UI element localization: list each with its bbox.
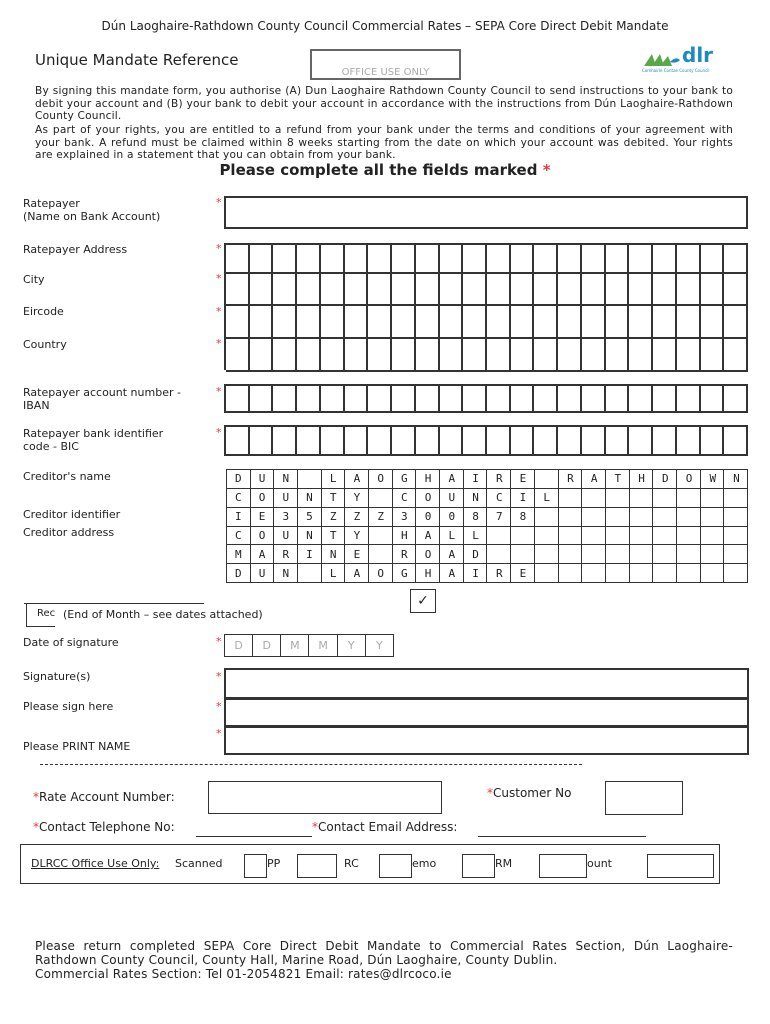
address-label: Ratepayer Address (23, 243, 128, 256)
input-cell[interactable] (677, 339, 701, 372)
input-cell[interactable] (487, 306, 511, 339)
input-cell[interactable] (345, 245, 369, 274)
iban-cell[interactable] (677, 386, 701, 413)
ratepayer-name-input[interactable] (224, 196, 748, 229)
rights-text: As part of your rights, you are entitled to a refund from your bank under the terms and conditions of your agreement with your bank. A refund must be claimed within 8 weeks starting from the date on which your account was debited. Your rights are explained in a statement that you can obtain from your bank. (35, 124, 733, 162)
memo-box[interactable] (462, 854, 495, 878)
form-title: Dún Laoghaire-Rathdown County Council Commercial Rates – SEPA Core Direct Debit Mandate (101, 19, 669, 33)
bic-cell[interactable] (416, 427, 440, 456)
input-cell[interactable] (392, 274, 416, 306)
rm-box[interactable] (539, 854, 587, 878)
input-cell[interactable] (534, 306, 558, 339)
input-cell[interactable] (463, 274, 487, 306)
creditor-identifier-row: IE35ZZZ300878 (235, 510, 544, 523)
iban-cell[interactable] (463, 386, 487, 413)
input-cell[interactable] (250, 245, 274, 274)
pp-box[interactable] (297, 854, 337, 878)
input-cell[interactable] (463, 245, 487, 274)
logo-subtext: Comhairle Contae County Council (642, 68, 710, 73)
iban-cell[interactable] (653, 386, 677, 413)
creditor-cell (582, 508, 606, 527)
required-star: * (216, 426, 222, 439)
date-cell[interactable]: Y (338, 635, 366, 657)
iban-grid[interactable] (224, 384, 748, 413)
creditor-cell (677, 489, 701, 508)
creditor-cell (606, 489, 630, 508)
bic-subtext: code - BIC (23, 440, 79, 453)
input-cell[interactable] (677, 274, 701, 306)
creditor-cell (606, 508, 630, 527)
input-cell[interactable] (677, 245, 701, 274)
creditor-cell (606, 527, 630, 546)
input-cell[interactable] (653, 245, 677, 274)
creditor-address-label: Creditor address (23, 526, 115, 539)
return-instructions: Please return completed SEPA Core Direct Debit Mandate to Commercial Rates Section, Dún Laoghaire-Rathdown County Council, County Hall, Marine Road, Dún Laoghaire, County Dublin. (35, 939, 733, 967)
creditor-cell (582, 564, 606, 583)
input-cell[interactable] (534, 245, 558, 274)
input-cell[interactable] (321, 306, 345, 339)
input-cell[interactable] (701, 306, 725, 339)
bic-cell[interactable] (724, 427, 748, 456)
ratepayer-label (23, 197, 160, 223)
pp-label: PP (267, 857, 281, 870)
input-cell[interactable] (250, 306, 274, 339)
required-star: * (216, 700, 222, 713)
input-cell[interactable] (701, 245, 725, 274)
required-star: * (216, 635, 222, 648)
customer-no-text: Customer No (493, 786, 572, 800)
input-cell[interactable] (345, 306, 369, 339)
date-grid[interactable] (224, 634, 394, 657)
input-cell[interactable] (511, 339, 535, 372)
iban-cell[interactable] (392, 386, 416, 413)
office-use-label: DLRCC Office Use Only: (31, 857, 160, 870)
input-cell[interactable] (558, 245, 582, 274)
input-cell[interactable] (273, 339, 297, 372)
iban-cell[interactable] (606, 386, 630, 413)
email-input[interactable] (478, 836, 646, 837)
creditor-address-row: MARINE ROAD (235, 548, 496, 561)
payment-type-box[interactable] (26, 604, 55, 627)
input-cell[interactable] (582, 274, 606, 306)
bic-grid[interactable] (224, 425, 748, 456)
bic-cell[interactable] (226, 427, 250, 456)
creditor-cell (653, 508, 677, 527)
creditor-cell (653, 564, 677, 583)
input-cell[interactable] (321, 274, 345, 306)
telephone-text: Contact Telephone No: (39, 820, 175, 834)
bic-cell[interactable] (582, 427, 606, 456)
input-cell[interactable] (606, 274, 630, 306)
scanned-box[interactable] (244, 854, 267, 878)
creditor-cell (582, 527, 606, 546)
telephone-label: *Contact Telephone No: (33, 820, 175, 834)
input-cell[interactable] (392, 306, 416, 339)
input-cell[interactable] (440, 274, 464, 306)
input-cell[interactable] (368, 339, 392, 372)
input-cell[interactable] (629, 245, 653, 274)
print-name-input[interactable] (224, 726, 749, 755)
creditor-cell (677, 545, 701, 564)
input-cell[interactable] (250, 274, 274, 306)
contact-details: Commercial Rates Section: Tel 01-2054821 Email: rates@dlrcoco.ie (35, 967, 452, 981)
creditor-cell (701, 508, 725, 527)
input-cell[interactable] (440, 306, 464, 339)
cut-line (40, 764, 582, 765)
sign-here-label: Please sign here (23, 700, 114, 713)
bic-cell[interactable] (250, 427, 274, 456)
complete-text: Please complete all the fields marked (219, 161, 538, 179)
creditor-cell (724, 564, 748, 583)
bic-cell[interactable] (629, 427, 653, 456)
date-cell[interactable]: M (281, 635, 309, 657)
creditor-cell (653, 489, 677, 508)
input-cell[interactable] (701, 274, 725, 306)
input-cell[interactable] (273, 274, 297, 306)
iban-cell[interactable] (368, 386, 392, 413)
sign-here-input[interactable] (224, 698, 749, 727)
umr-box[interactable] (310, 49, 461, 80)
input-cell[interactable] (724, 245, 748, 274)
iban-cell[interactable] (321, 386, 345, 413)
required-star: * (216, 196, 222, 209)
creditor-cell (606, 545, 630, 564)
input-cell[interactable] (392, 339, 416, 372)
email-text: Contact Email Address: (318, 820, 458, 834)
office-use-panel (20, 844, 720, 884)
office-use-placeholder: OFFICE USE ONLY (341, 67, 430, 78)
input-cell[interactable] (582, 245, 606, 274)
iban-cell[interactable] (250, 386, 274, 413)
iban-subtext: IBAN (23, 399, 50, 412)
input-cell[interactable] (511, 274, 535, 306)
input-cell[interactable] (724, 274, 748, 306)
iban-cell[interactable] (487, 386, 511, 413)
input-cell[interactable] (558, 306, 582, 339)
bic-cell[interactable] (487, 427, 511, 456)
input-cell[interactable] (297, 306, 321, 339)
creditor-name-label: Creditor's name (23, 470, 111, 483)
rc-label: RC (344, 857, 359, 870)
input-cell[interactable] (487, 245, 511, 274)
bic-cell[interactable] (273, 427, 297, 456)
iban-cell[interactable] (273, 386, 297, 413)
input-cell[interactable] (368, 306, 392, 339)
bic-cell[interactable] (440, 427, 464, 456)
creditor-name-row: DUN LAOGHAIRE RATHDOWN (235, 472, 757, 485)
creditor-cell (724, 527, 748, 546)
iban-cell[interactable] (582, 386, 606, 413)
input-cell[interactable] (297, 339, 321, 372)
input-cell[interactable] (321, 245, 345, 274)
logo-text: dlr (682, 43, 714, 67)
signature-input[interactable] (224, 668, 749, 699)
telephone-input[interactable] (196, 836, 312, 837)
creditor-cell (630, 489, 654, 508)
scanned-label: Scanned (175, 857, 223, 870)
input-cell[interactable] (606, 245, 630, 274)
input-cell[interactable] (487, 274, 511, 306)
input-cell[interactable] (724, 306, 748, 339)
rate-account-label: *Rate Account Number: (33, 790, 175, 804)
creditor-cell (653, 545, 677, 564)
input-cell[interactable] (463, 306, 487, 339)
input-cell[interactable] (321, 339, 345, 372)
required-star: * (216, 272, 222, 285)
bic-cell[interactable] (606, 427, 630, 456)
bic-cell[interactable] (534, 427, 558, 456)
eircode-label: Eircode (23, 305, 64, 318)
required-star: * (216, 337, 222, 350)
input-cell[interactable] (416, 306, 440, 339)
creditor-cell (701, 564, 725, 583)
creditor-cell (535, 527, 559, 546)
creditor-address-row: DUN LAOGHAIRE (235, 567, 544, 580)
required-star: * (216, 305, 222, 318)
iban-cell[interactable] (297, 386, 321, 413)
input-cell[interactable] (582, 306, 606, 339)
iban-cell[interactable] (511, 386, 535, 413)
required-star: * (542, 161, 551, 179)
bic-cell[interactable] (701, 427, 725, 456)
required-star: * (216, 727, 222, 740)
input-cell[interactable] (653, 339, 677, 372)
date-cell[interactable]: D (225, 635, 253, 657)
input-cell[interactable] (297, 245, 321, 274)
date-cell[interactable]: Y (366, 635, 394, 657)
rm-label: RM (495, 857, 513, 870)
input-cell[interactable] (368, 245, 392, 274)
required-star: * (216, 385, 222, 398)
date-label: Date of signature (23, 636, 119, 649)
creditor-cell (559, 508, 583, 527)
creditor-cell (582, 545, 606, 564)
iban-cell[interactable] (534, 386, 558, 413)
creditor-cell (630, 545, 654, 564)
bic-cell[interactable] (345, 427, 369, 456)
input-cell[interactable] (653, 274, 677, 306)
input-cell[interactable] (511, 245, 535, 274)
creditor-cell (559, 527, 583, 546)
complete-instruction (0, 161, 770, 179)
creditor-cell (630, 508, 654, 527)
bic-cell[interactable] (463, 427, 487, 456)
input-cell[interactable] (440, 245, 464, 274)
iban-cell[interactable] (558, 386, 582, 413)
creditor-address-row: COUNTY HALL (235, 529, 496, 542)
input-cell[interactable] (273, 306, 297, 339)
input-cell[interactable] (226, 339, 250, 372)
bic-cell[interactable] (297, 427, 321, 456)
creditor-cell (582, 489, 606, 508)
creditor-cell (511, 545, 535, 564)
input-cell[interactable] (368, 274, 392, 306)
input-cell[interactable] (416, 274, 440, 306)
input-cell[interactable] (250, 339, 274, 372)
input-cell[interactable] (606, 339, 630, 372)
input-cell[interactable] (701, 339, 725, 372)
iban-cell[interactable] (440, 386, 464, 413)
input-cell[interactable] (487, 339, 511, 372)
bic-cell[interactable] (558, 427, 582, 456)
bic-cell[interactable] (653, 427, 677, 456)
bic-text: Ratepayer bank identifier (23, 427, 164, 440)
input-cell[interactable] (273, 245, 297, 274)
required-star: * (216, 670, 222, 683)
creditor-cell (559, 564, 583, 583)
umr-label: Unique Mandate Reference (35, 51, 239, 69)
count-box[interactable] (647, 854, 714, 878)
input-cell[interactable] (724, 339, 748, 372)
memo-label: emo (412, 857, 437, 870)
input-cell[interactable] (345, 339, 369, 372)
creditor-cell (701, 527, 725, 546)
creditor-cell (677, 508, 701, 527)
bic-cell[interactable] (511, 427, 535, 456)
creditor-cell (653, 527, 677, 546)
ratepayer-text: Ratepayer (23, 197, 80, 210)
creditor-id-label: Creditor identifier (23, 508, 121, 521)
bic-label (23, 427, 163, 453)
input-cell[interactable] (416, 245, 440, 274)
creditor-cell (724, 489, 748, 508)
creditor-cell (677, 564, 701, 583)
country-label: Country (23, 338, 67, 351)
date-cell[interactable]: M (309, 635, 337, 657)
customer-no-input[interactable] (605, 781, 683, 815)
authorisation-text: By signing this mandate form, you authorise (A) Dun Laoghaire Rathdown County Council to send instructions to your bank to debit your account and (B) your bank to debit your account in accordance with the instructions from Dún Laoghaire-Rathdown County Council. (35, 85, 733, 123)
creditor-cell (630, 564, 654, 583)
input-cell[interactable] (463, 339, 487, 372)
input-cell[interactable] (392, 245, 416, 274)
input-cell[interactable] (534, 339, 558, 372)
input-cell[interactable] (416, 339, 440, 372)
customer-no-label: *Customer No (487, 786, 572, 800)
input-cell[interactable] (653, 306, 677, 339)
dlr-logo (642, 43, 732, 76)
creditor-cell (559, 545, 583, 564)
bic-cell[interactable] (392, 427, 416, 456)
input-cell[interactable] (345, 274, 369, 306)
logo-mark-icon (642, 48, 682, 70)
recurrent-checkbox[interactable]: ✓ (410, 589, 436, 613)
creditor-cell (511, 527, 535, 546)
input-cell[interactable] (582, 339, 606, 372)
date-cell[interactable]: D (253, 635, 281, 657)
creditor-cell (701, 545, 725, 564)
input-cell[interactable] (629, 306, 653, 339)
input-cell[interactable] (606, 306, 630, 339)
creditor-cell (724, 508, 748, 527)
input-cell[interactable] (629, 339, 653, 372)
input-cell[interactable] (226, 274, 250, 306)
creditor-cell (535, 545, 559, 564)
input-cell[interactable] (677, 306, 701, 339)
input-cell[interactable] (511, 306, 535, 339)
bic-cell[interactable] (677, 427, 701, 456)
input-cell[interactable] (297, 274, 321, 306)
input-cell[interactable] (558, 274, 582, 306)
input-cell[interactable] (629, 274, 653, 306)
input-cell[interactable] (440, 339, 464, 372)
iban-cell[interactable] (345, 386, 369, 413)
email-label: *Contact Email Address: (312, 820, 458, 834)
rc-box[interactable] (379, 854, 412, 878)
creditor-cell (724, 545, 748, 564)
iban-text: Ratepayer account number - (23, 386, 181, 399)
input-cell[interactable] (226, 245, 250, 274)
iban-cell[interactable] (629, 386, 653, 413)
rate-account-input[interactable] (208, 781, 442, 814)
creditor-cell (701, 489, 725, 508)
footer (35, 939, 733, 981)
iban-label (23, 386, 181, 412)
iban-cell[interactable] (724, 386, 748, 413)
address-grid[interactable] (224, 243, 748, 370)
bic-cell[interactable] (368, 427, 392, 456)
count-label: ount (587, 857, 612, 870)
required-star: * (216, 242, 222, 255)
ratepayer-subtext: (Name on Bank Account) (23, 210, 161, 223)
creditor-cell (606, 564, 630, 583)
recurrent-text: Rec (37, 608, 56, 619)
input-cell[interactable] (558, 339, 582, 372)
input-cell[interactable] (226, 306, 250, 339)
recurrent-note: (End of Month – see dates attached) (63, 608, 263, 621)
city-label: City (23, 273, 45, 286)
iban-cell[interactable] (416, 386, 440, 413)
input-cell[interactable] (534, 274, 558, 306)
rate-account-text: Rate Account Number: (39, 790, 175, 804)
creditor-name-row: COUNTY COUNCIL (235, 491, 568, 504)
creditor-cell (630, 527, 654, 546)
iban-cell[interactable] (701, 386, 725, 413)
iban-cell[interactable] (226, 386, 250, 413)
print-name-label: Please PRINT NAME (23, 740, 131, 753)
signature-label: Signature(s) (23, 670, 91, 683)
creditor-cell (677, 527, 701, 546)
bic-cell[interactable] (321, 427, 345, 456)
